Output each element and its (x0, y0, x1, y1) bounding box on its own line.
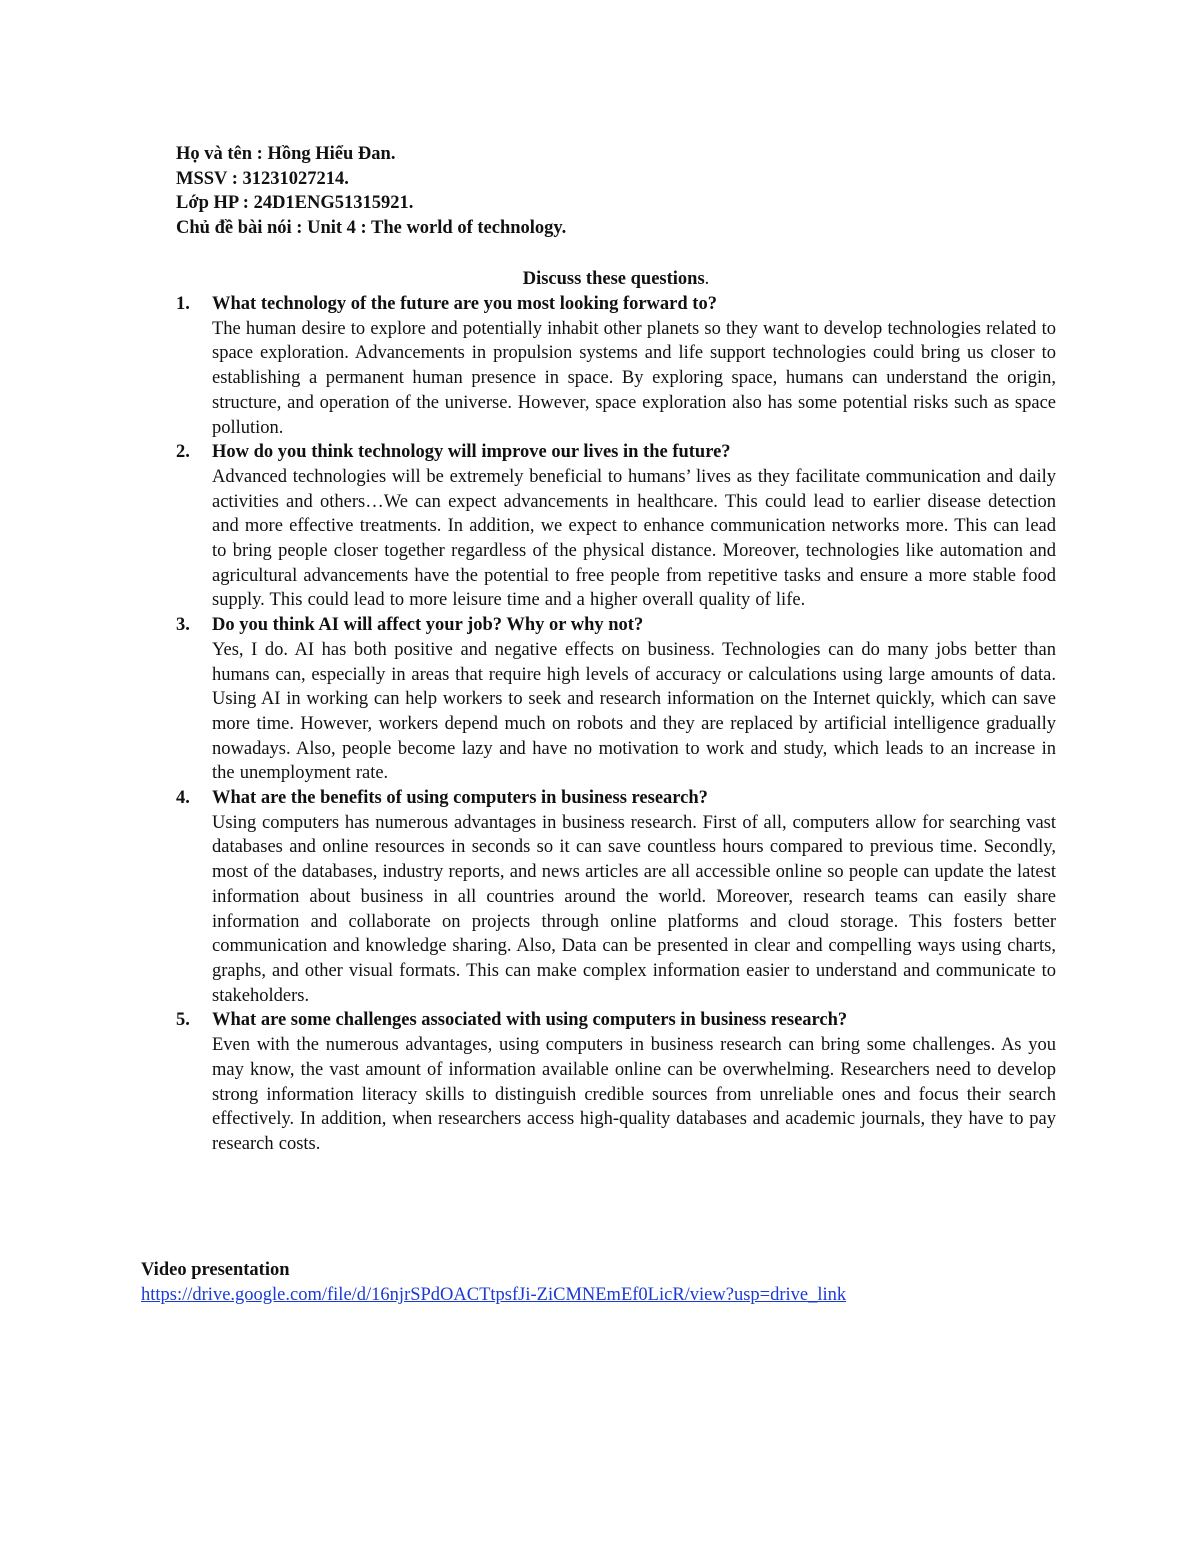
question-item-5 (176, 1008, 1056, 1156)
question-number: 2. (176, 442, 190, 463)
question-number: 3. (176, 615, 190, 636)
student-name: Họ và tên : Hồng Hiểu Đan. (176, 144, 396, 164)
question-text: How do you think technology will improve our lives in the future? (212, 442, 731, 463)
video-section (141, 1258, 1081, 1307)
question-number: 4. (176, 788, 190, 809)
question-number: 1. (176, 294, 190, 314)
speaking-topic: Chủ đề bài nói : Unit 4 : The world of technology. (176, 218, 567, 239)
section-title (176, 267, 1056, 292)
section-title-period: . (704, 269, 710, 289)
answer-text: Using computers has numerous advantages in business research. First of all, computers allow for searching vast databases and online resources in seconds so it can save countless hours compared to previous time. Secondly, most of the databases, industry reports, and news articles are all accessible online so people can update the latest information about business in all countries around the world. Moreover, research teams can easily share information and collaborate on projects through online platforms and cloud storage. This fosters better communication and knowledge sharing. Also, Data can be presented in clear and compelling ways using charts, graphs, and other visual formats. This can make complex information easier to understand and communicate to stakeholders. (212, 812, 1056, 1006)
answer-text: Even with the numerous advantages, using computers in business research can bring some challenges. As you may know, the vast amount of information available online can be overwhelming. Researchers need to develop strong information literacy skills to distinguish credible sources from unreliable ones and focus their search effectively. In addition, when researchers access high-quality databases and academic journals, they have to pay research costs. (212, 1035, 1056, 1154)
question-item-3 (176, 613, 1056, 786)
question-item-2 (176, 440, 1056, 613)
section-title-text: Discuss these questions (522, 269, 705, 289)
question-text: What are the benefits of using computers in business research? (212, 788, 708, 809)
class-code: Lớp HP : 24D1ENG51315921. (176, 193, 414, 214)
question-text: What technology of the future are you most looking forward to? (212, 294, 717, 314)
answer-text: Yes, I do. AI has both positive and negative effects on business. Technologies can do many jobs better than humans can, especially in areas that require high levels of accuracy or calculations using large amounts of data. Using AI in working can help workers to seek and research information on the Internet quickly, which can save more time. However, workers depend much on robots and they are replaced by artificial intelligence gradually nowadays. Also, people become lazy and have no motivation to work and study, which leads to an increase in the unemployment rate. (212, 639, 1056, 784)
question-item-4 (176, 786, 1056, 1008)
student-info (176, 142, 1056, 241)
video-label: Video presentation (141, 1260, 290, 1280)
question-list (176, 292, 1056, 1157)
question-text: What are some challenges associated with using computers in business research? (212, 1010, 848, 1031)
video-link[interactable]: https://drive.google.com/file/d/16njrSPdOACTtpsfJi-ZiCMNEmEf0LicR/view?usp=drive_link (141, 1284, 847, 1305)
question-text: Do you think AI will affect your job? Why or why not? (212, 615, 644, 636)
question-item-1 (176, 292, 1056, 440)
question-number: 5. (176, 1010, 190, 1031)
answer-text: The human desire to explore and potentially inhabit other planets so they want to develop technologies related to space exploration. Advancements in propulsion systems and life support technologies could bring us closer to establishing a permanent human presence in space. By exploring space, humans can understand the origin, structure, and operation of the universe. However, space exploration also has some potential risks such as space pollution. (212, 318, 1056, 438)
student-id: MSSV : 31231027214. (176, 168, 349, 189)
answer-text: Advanced technologies will be extremely beneficial to humans’ lives as they facilitate communication and daily activities and others…We can expect advancements in healthcare. This could lead to earlier disease detection and more effective treatments. In addition, we expect to enhance communication networks more. This can lead to bring people closer together regardless of the physical distance. Moreover, technologies like automation and agricultural advancements have the potential to free people from repetitive tasks and ensure a more stable food supply. This could lead to more leisure time and a higher overall quality of life. (212, 466, 1056, 611)
